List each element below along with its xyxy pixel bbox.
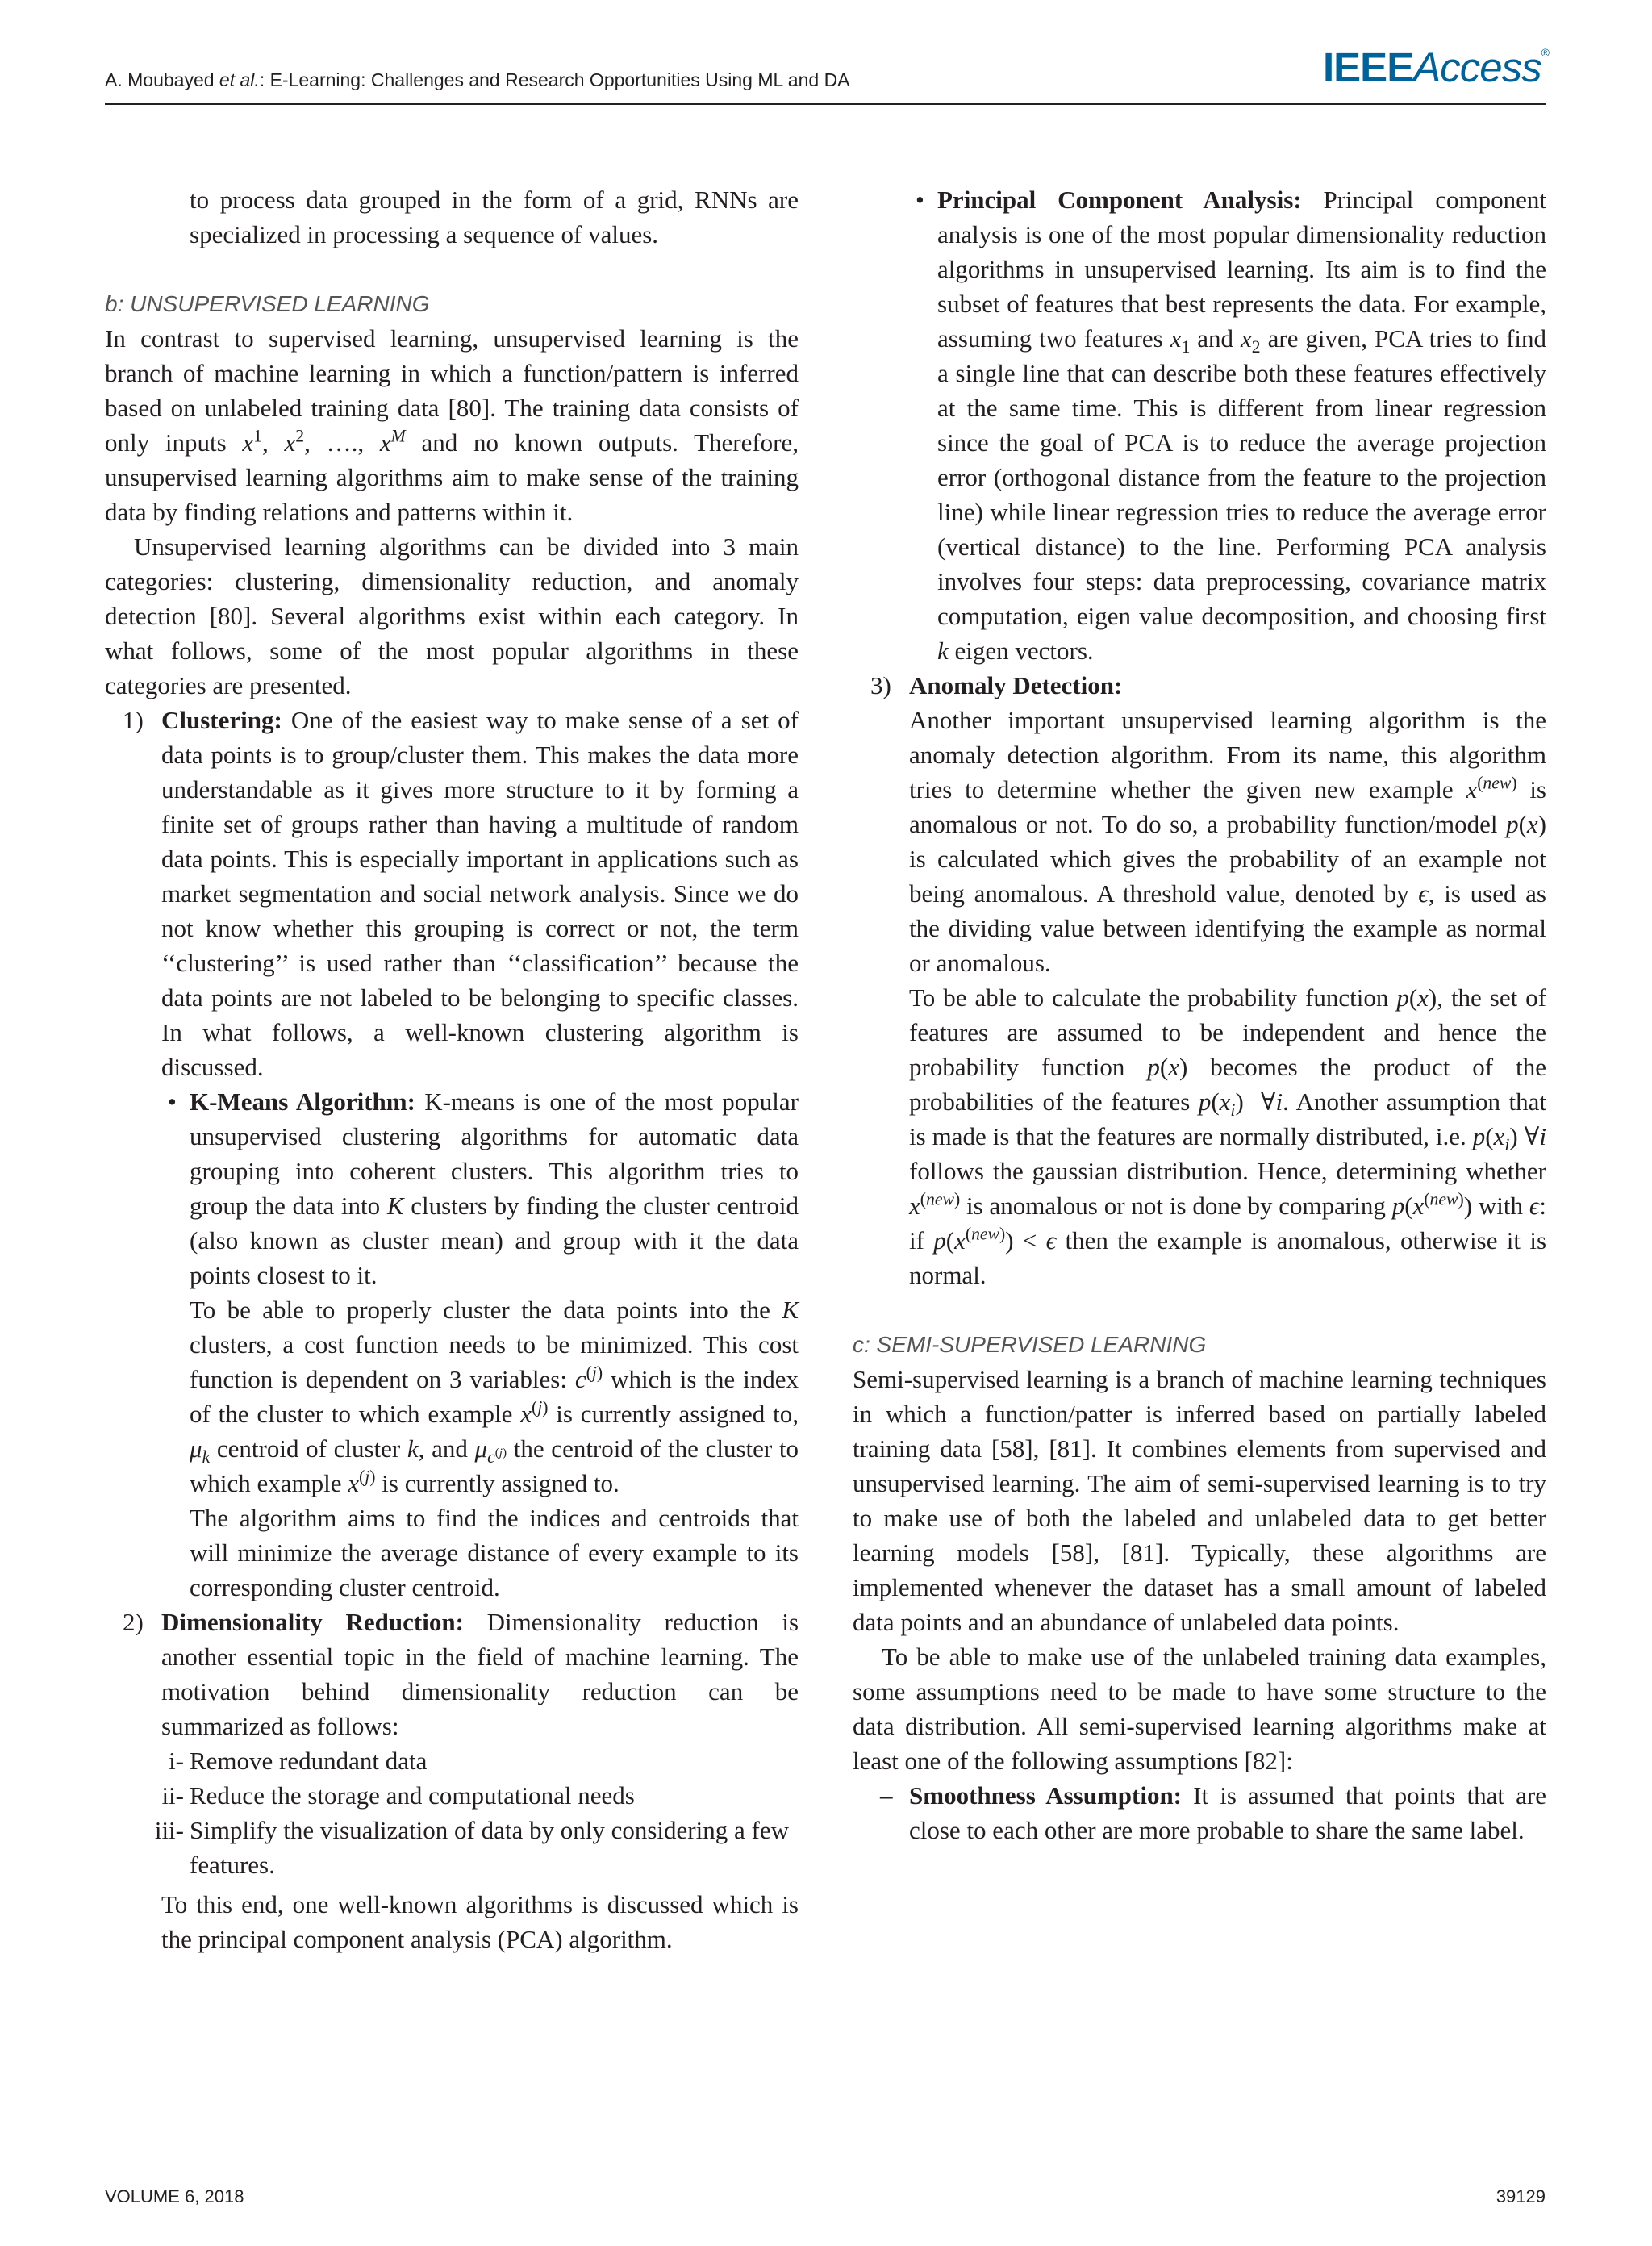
running-head: A. Moubayed et al.: E-Learning: Challenges and Research Opportunities Using ML and DA <box>105 69 850 90</box>
paragraph: In contrast to supervised learning, unsupervised learning is the branch of machine learning in which a function/pattern is inferred based on unlabeled training data [80]. The training data consists of only inputs $x^1$, $x^2$, …., $x^M$ and no known outputs. Therefore, unsupervised learning algorithms aim to make sense of the training data by finding relations and patterns within it. <box>105 324 799 526</box>
bullet-pca: • Principal Component Analysis: Principal component analysis is one of the most popular dimensionality reduction algorithms in unsupervised learning. Its aim is to find the subset of features that best represents the data. For example, assuming two features $x_1$ and $x_2$ are given, PCA tries to find a single line that can describe both these features effectively at the same time. This is different from linear regression since the goal of PCA is to reduce the average projection error (orthogonal distance from the feature to the projection line) while linear regression tries to reduce the average error (vertical distance) to the line. Performing PCA analysis involves four steps: data preprocessing, covariance matrix computation, eigen value decomposition, and choosing first k eigen vectors. <box>916 186 1547 665</box>
header-rule <box>105 103 1546 105</box>
paragraph: To this end, one well-known algorithms is discussed which is the principal component analysis (PCA) algorithm. <box>161 1890 799 1953</box>
paragraph: To be able to properly cluster the data points into the K clusters, a cost function needs to be minimized. This cost function is dependent on 3 variables: $c^{(j)}$ which is the index of the cluster to which example $x^{(j)}$ is currently assigned to, $\mu_k$ centroid of cluster k, and $\mu_{c^{(j)}}$ the centroid of the cluster to which example $x^{(j)}$ is currently assigned to. <box>190 1296 799 1497</box>
list-item-anomaly: 3) Anomaly Detection: <box>870 671 1123 699</box>
bullet-kmeans: • K-Means Algorithm: K-means is one of the most popular unsupervised clustering algorithms for automatic data grouping into coherent clusters. This algorithm tries to group the data into K clusters by finding the cluster centroid (also known as cluster mean) and group with it the data points closest to it. <box>168 1088 799 1289</box>
list-item-dimensionality: 2) Dimensionality Reduction: Dimensionality reduction is another essential topic in the field of machine learning. The motivation behind dimensionality reduction can be summarized as follows: <box>123 1608 799 1740</box>
footer-volume: VOLUME 6, 2018 <box>105 2186 244 2206</box>
ieee-access-logo: IEEEAccess® <box>1323 44 1550 90</box>
roman-list-item: iii- Simplify the visualization of data by only considering a few features. <box>154 1816 789 1879</box>
section-heading-unsupervised: b: UNSUPERVISED LEARNING <box>105 291 430 316</box>
paragraph: Semi-supervised learning is a branch of machine learning techniques in which a function/patter is inferred based on partially labeled training data [58], [81]. It combines elements from supervised and unsupervised learning. The aim of semi-supervised learning is to try to make use of both the labeled and unlabeled data to get better learning models [58], [81]. Typically, these algorithms are implemented whenever the dataset has a small amount of labeled data points and an abundance of unlabeled data points. <box>853 1365 1546 1636</box>
continued-text: to process data grouped in the form of a grid, RNNs are specialized in processing a sequence of values. <box>190 186 799 248</box>
right-column <box>853 182 1546 1847</box>
section-heading-semi-supervised: c: SEMI-SUPERVISED LEARNING <box>853 1332 1207 1357</box>
roman-list-item: ii- Reduce the storage and computational needs <box>161 1781 635 1810</box>
footer-page-number: 39129 <box>1496 2186 1546 2206</box>
page-header <box>0 0 1652 113</box>
paragraph: To be able to make use of the unlabeled training data examples, some assumptions need to be made to have some structure to the data distribution. All semi-supervised learning algorithms make at least one of the following assumptions [82]: <box>853 1643 1546 1775</box>
left-column <box>105 182 799 1956</box>
paragraph: Another important unsupervised learning algorithm is the anomaly detection algorithm. From its name, this algorithm tries to determine whether the given new example $x^{(new)}$ is anomalous or not. To do so, a probability function/model p(x) is calculated which gives the probability of an example not being anomalous. A threshold value, denoted by ϵ, is used as the dividing value between identifying the example as normal or anomalous. <box>909 706 1546 977</box>
list-item-clustering: 1) Clustering: One of the easiest way to make sense of a set of data points is to group/cluster them. This makes the data more understandable as it gives more structure to it by forming a finite set of groups rather than having a multitude of random data points. This is especially important in applications such as market segmentation and social network analysis. Since we do not know whether this grouping is correct or not, the term ‘‘clustering’’ is used rather than ‘‘classification’’ because the data points are not labeled to be belonging to specific classes. In what follows, a well-known clustering algorithm is discussed. <box>123 706 799 1081</box>
paragraph: To be able to calculate the probability function p(x), the set of features are assumed to be independent and hence the probability function p(x) becomes the product of the probabilities of the features $p(x_i)$ ∀i. Another assumption that is made is that the features are normally distributed, i.e. $p(x_i)$ ∀i follows the gaussian distribution. Hence, determining whether $x^{(new)}$ is anomalous or not is done by comparing $p(x^{(new)})$ with ϵ: if $p(x^{(new)}) < \epsilon$ then the example is anomalous, otherwise it is normal. <box>909 983 1547 1289</box>
paragraph: Unsupervised learning algorithms can be divided into 3 main categories: clustering, dimensionality reduction, and anomaly detection [80]. Several algorithms exist within each category. In what follows, some of the most popular algorithms in these categories are presented. <box>105 532 799 699</box>
roman-list-item: i- Remove redundant data <box>169 1747 428 1775</box>
dash-item-smoothness: – Smoothness Assumption: It is assumed that points that are close to each other are more probable to share the same label. <box>880 1781 1546 1844</box>
paragraph: The algorithm aims to find the indices and centroids that will minimize the average distance of every example to its corresponding cluster centroid. <box>190 1504 799 1601</box>
